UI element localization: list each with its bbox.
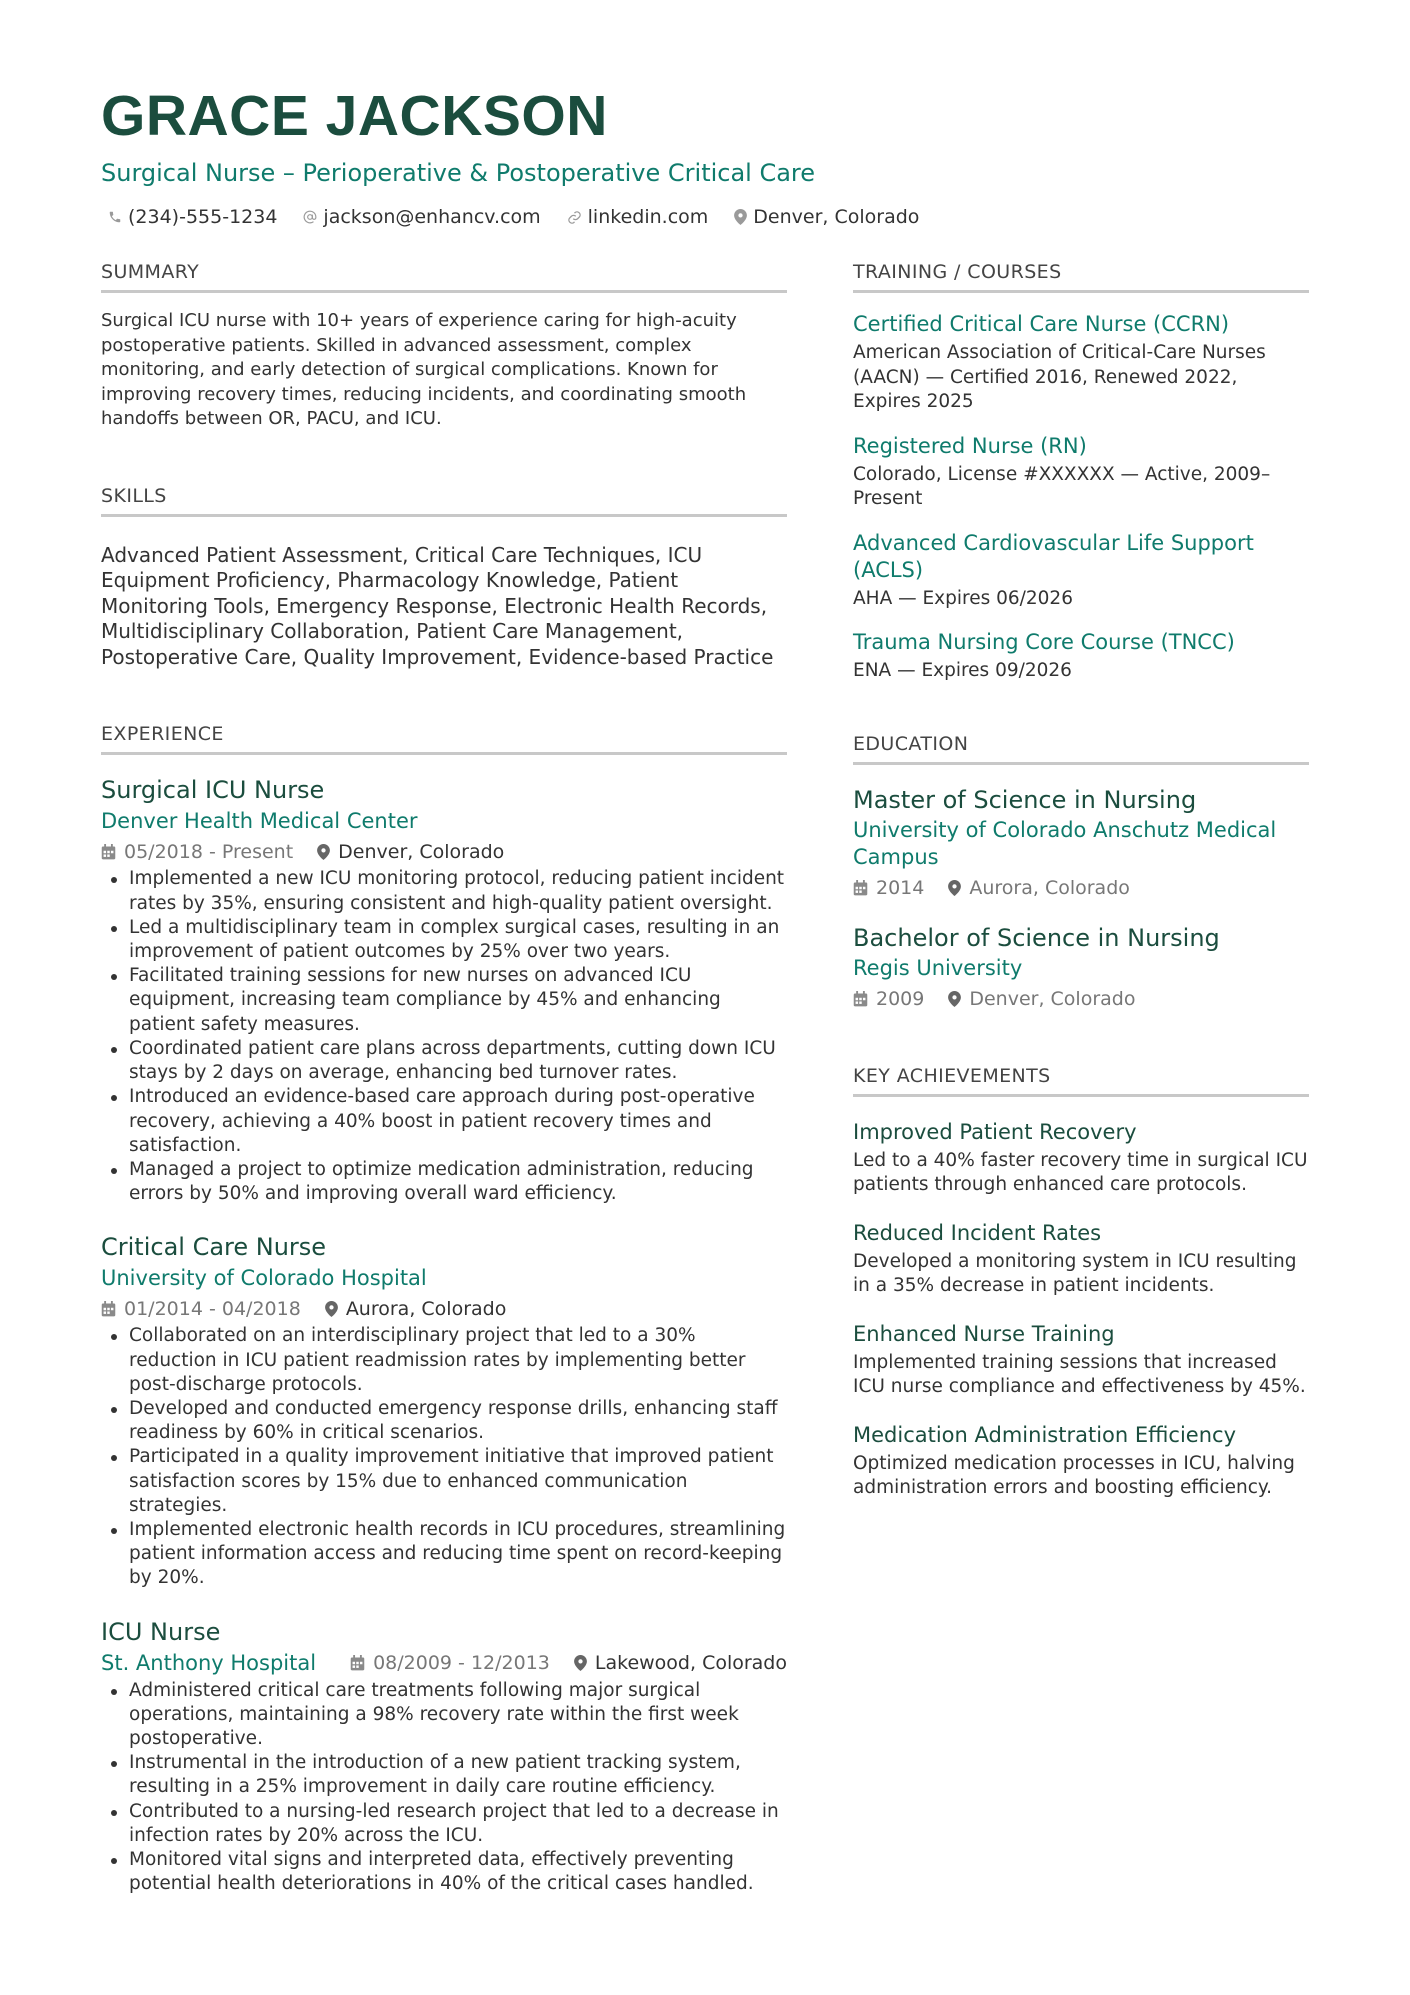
course-item	[853, 311, 1309, 415]
course-item	[853, 629, 1309, 684]
bullet-item: Led a multidisciplinary team in complex surgical cases, resulting in an improvement of patient outcomes by 25% over two years.	[101, 916, 787, 964]
bullet-item: Administered critical care treatments following major surgical operations, maintaining a 98% recovery rate within the first week postoperative.	[101, 1679, 787, 1752]
education-meta	[853, 875, 1309, 901]
job-title: ICU Nurse	[101, 1617, 221, 1646]
location-pin-icon	[948, 880, 961, 896]
calendar-icon	[101, 844, 116, 860]
achievement-title: Reduced Incident Rates	[853, 1220, 1102, 1245]
job-location	[574, 1650, 787, 1676]
job-title: Critical Care Nurse	[101, 1233, 327, 1262]
bullet-item: Introduced an evidence-based care approach during post-operative recovery, achieving a 40% boost in patient recovery times and satisfaction.	[101, 1085, 787, 1158]
bullet-item: Contributed to a nursing-led research project that led to a decrease in infection rates by 20% across the ICU.	[101, 1800, 787, 1848]
job-location-text: Lakewood, Colorado	[594, 1651, 787, 1674]
location-pin-icon	[574, 1655, 587, 1671]
job-dates-text: 05/2018 - Present	[124, 841, 294, 864]
job-location-text: Aurora, Colorado	[345, 1298, 507, 1321]
course-desc: Colorado, License #XXXXXX — Active, 2009–Present	[853, 463, 1271, 509]
job-company: Denver Health Medical Center	[101, 809, 418, 834]
bullet-item: Monitored vital signs and interpreted data, effectively preventing potential health deteriorations in 40% of the critical cases handled.	[101, 1848, 787, 1896]
job-company: University of Colorado Hospital	[101, 1266, 427, 1291]
education-section	[853, 732, 1309, 1012]
education-location	[948, 986, 1135, 1012]
skills-section	[101, 484, 787, 671]
achievement-item	[853, 1422, 1309, 1501]
education-item	[853, 785, 1309, 901]
email-text[interactable]: jackson@enhancv.com	[323, 206, 541, 228]
job-dates-text: 08/2009 - 12/2013	[373, 1651, 550, 1674]
education-meta	[853, 986, 1309, 1012]
experience-section	[101, 722, 787, 1896]
linkedin-text[interactable]: linkedin.com	[587, 206, 709, 228]
job-bullets	[101, 1324, 787, 1590]
education-location-text: Aurora, Colorado	[969, 876, 1130, 899]
course-desc: ENA — Expires 09/2026	[853, 660, 1072, 681]
course-desc: American Association of Critical-Care Nurses (AACN) — Certified 2016, Renewed 2022, Expires 2025	[853, 342, 1266, 412]
bullet-item: Implemented electronic health records in ICU procedures, streamlining patient information access and reducing time spent on record-keeping by 20%.	[101, 1518, 787, 1591]
bullet-item: Facilitated training sessions for new nurses on advanced ICU equipment, increasing team compliance by 45% and enhancing patient safety measures.	[101, 964, 787, 1037]
education-item	[853, 923, 1309, 1012]
education-year-text: 2009	[876, 987, 925, 1010]
at-icon	[303, 210, 317, 224]
course-title: Trauma Nursing Core Course (TNCC)	[853, 630, 1235, 654]
education-year	[853, 986, 924, 1012]
location-pin-icon	[317, 844, 330, 860]
education-year	[853, 875, 924, 901]
course-title: Advanced Cardiovascular Life Support (ACLS)	[853, 530, 1254, 582]
course-item	[853, 530, 1309, 612]
contact-location	[734, 204, 919, 230]
bullet-item: Developed and conducted emergency response drills, enhancing staff readiness by 60% in critical scenarios.	[101, 1397, 787, 1445]
link-icon	[567, 210, 582, 225]
education-school: University of Colorado Anschutz Medical Campus	[853, 817, 1277, 869]
achievement-title: Enhanced Nurse Training	[853, 1321, 1115, 1346]
bullet-item: Collaborated on an interdisciplinary project that led to a 30% reduction in ICU patient readmission rates by implementing better post-discharge protocols.	[101, 1324, 787, 1397]
calendar-icon	[853, 991, 868, 1007]
job-entry	[101, 1232, 787, 1590]
achievement-item	[853, 1220, 1309, 1299]
summary-text: Surgical ICU nurse with 10+ years of experience caring for high-acuity postoperative patients. Skilled in advanced assessment, complex monitoring, and early detection of surgical complications. Known for improving recovery times, reducing incidents, and coordinating smooth handoffs between OR, PACU, and ICU.	[101, 310, 747, 429]
job-location	[325, 1296, 507, 1322]
achievement-desc: Optimized medication processes in ICU, halving administration errors and boosting efficiency.	[853, 1452, 1295, 1498]
contact-bar	[108, 204, 1309, 230]
location-text: Denver, Colorado	[753, 206, 920, 228]
job-location	[317, 839, 504, 865]
summary-section	[101, 260, 787, 432]
job-entry	[101, 775, 787, 1206]
education-location-text: Denver, Colorado	[969, 987, 1136, 1010]
candidate-title: Surgical Nurse – Perioperative & Postoperative Critical Care	[101, 159, 816, 187]
calendar-icon	[853, 880, 868, 896]
course-title: Certified Critical Care Nurse (CCRN)	[853, 312, 1230, 336]
resume-header	[101, 86, 1309, 230]
phone-text: (234)-555-1234	[128, 206, 278, 228]
achievement-desc: Led to a 40% faster recovery time in surgical ICU patients through enhanced care protocols.	[853, 1149, 1308, 1195]
job-entry	[101, 1617, 787, 1897]
left-column	[101, 260, 787, 1936]
skills-heading: SKILLS	[101, 484, 787, 517]
job-meta	[101, 839, 787, 865]
training-heading: TRAINING / COURSES	[853, 260, 1309, 293]
job-meta	[350, 1650, 787, 1676]
job-location-text: Denver, Colorado	[338, 841, 505, 864]
achievement-item	[853, 1321, 1309, 1400]
education-degree: Bachelor of Science in Nursing	[853, 923, 1220, 952]
job-dates-text: 01/2014 - 04/2018	[124, 1298, 301, 1321]
experience-heading: EXPERIENCE	[101, 722, 787, 755]
achievement-title: Medication Administration Efficiency	[853, 1422, 1237, 1447]
candidate-name: GRACE JACKSON	[101, 84, 608, 148]
achievement-item	[853, 1119, 1309, 1198]
location-pin-icon	[734, 209, 747, 225]
achievement-title: Improved Patient Recovery	[853, 1119, 1137, 1144]
job-dates	[350, 1650, 550, 1676]
resume-columns	[101, 260, 1309, 1936]
phone-icon	[108, 210, 122, 224]
bullet-item: Coordinated patient care plans across departments, cutting down ICU stays by 2 days on average, enhancing bed turnover rates.	[101, 1037, 787, 1085]
job-meta	[101, 1296, 787, 1322]
course-title: Registered Nurse (RN)	[853, 433, 1087, 458]
calendar-icon	[350, 1655, 365, 1671]
location-pin-icon	[948, 991, 961, 1007]
contact-phone	[108, 204, 277, 230]
bullet-item: Implemented a new ICU monitoring protocol, reducing patient incident rates by 35%, ensuring consistent and high-quality patient oversight.	[101, 867, 787, 915]
contact-email[interactable]	[303, 204, 540, 230]
job-company-row	[101, 1649, 787, 1677]
location-pin-icon	[325, 1301, 338, 1317]
education-school: Regis University	[853, 955, 1023, 980]
calendar-icon	[101, 1301, 116, 1317]
achievements-section	[853, 1064, 1309, 1501]
skills-text: Advanced Patient Assessment, Critical Care Techniques, ICU Equipment Proficiency, Pharmacology Knowledge, Patient Monitoring Tools, Emergency Response, Electronic Health Records, Multidisciplinary Collaboration, Patient Care Management, Postoperative Care, Quality Improvement, Evidence-based Practice	[101, 542, 774, 669]
job-company: St. Anthony Hospital	[101, 1650, 317, 1675]
bullet-item: Instrumental in the introduction of a new patient tracking system, resulting in a 25% improvement in daily care routine efficiency.	[101, 1751, 787, 1799]
achievement-desc: Implemented training sessions that increased ICU nurse compliance and effectiveness by 45%.	[853, 1351, 1306, 1397]
job-title: Surgical ICU Nurse	[101, 776, 325, 805]
bullet-item: Participated in a quality improvement initiative that improved patient satisfaction scores by 15% due to enhanced communication strategies.	[101, 1445, 787, 1518]
achievements-heading: KEY ACHIEVEMENTS	[853, 1064, 1309, 1097]
education-heading: EDUCATION	[853, 732, 1309, 765]
education-location	[948, 875, 1130, 901]
achievement-desc: Developed a monitoring system in ICU resulting in a 35% decrease in patient incidents.	[853, 1250, 1297, 1296]
bullet-item: Managed a project to optimize medication administration, reducing errors by 50% and improving overall ward efficiency.	[101, 1158, 787, 1206]
right-column	[853, 260, 1309, 1936]
job-dates	[101, 839, 293, 865]
training-section	[853, 260, 1309, 684]
course-item	[853, 433, 1309, 512]
summary-heading: SUMMARY	[101, 260, 787, 293]
course-desc: AHA — Expires 06/2026	[853, 587, 1073, 609]
job-dates	[101, 1296, 301, 1322]
job-bullets	[101, 1679, 787, 1897]
job-bullets	[101, 867, 787, 1206]
contact-linkedin[interactable]	[567, 204, 709, 230]
education-year-text: 2014	[876, 876, 925, 899]
education-degree: Master of Science in Nursing	[853, 785, 1197, 814]
